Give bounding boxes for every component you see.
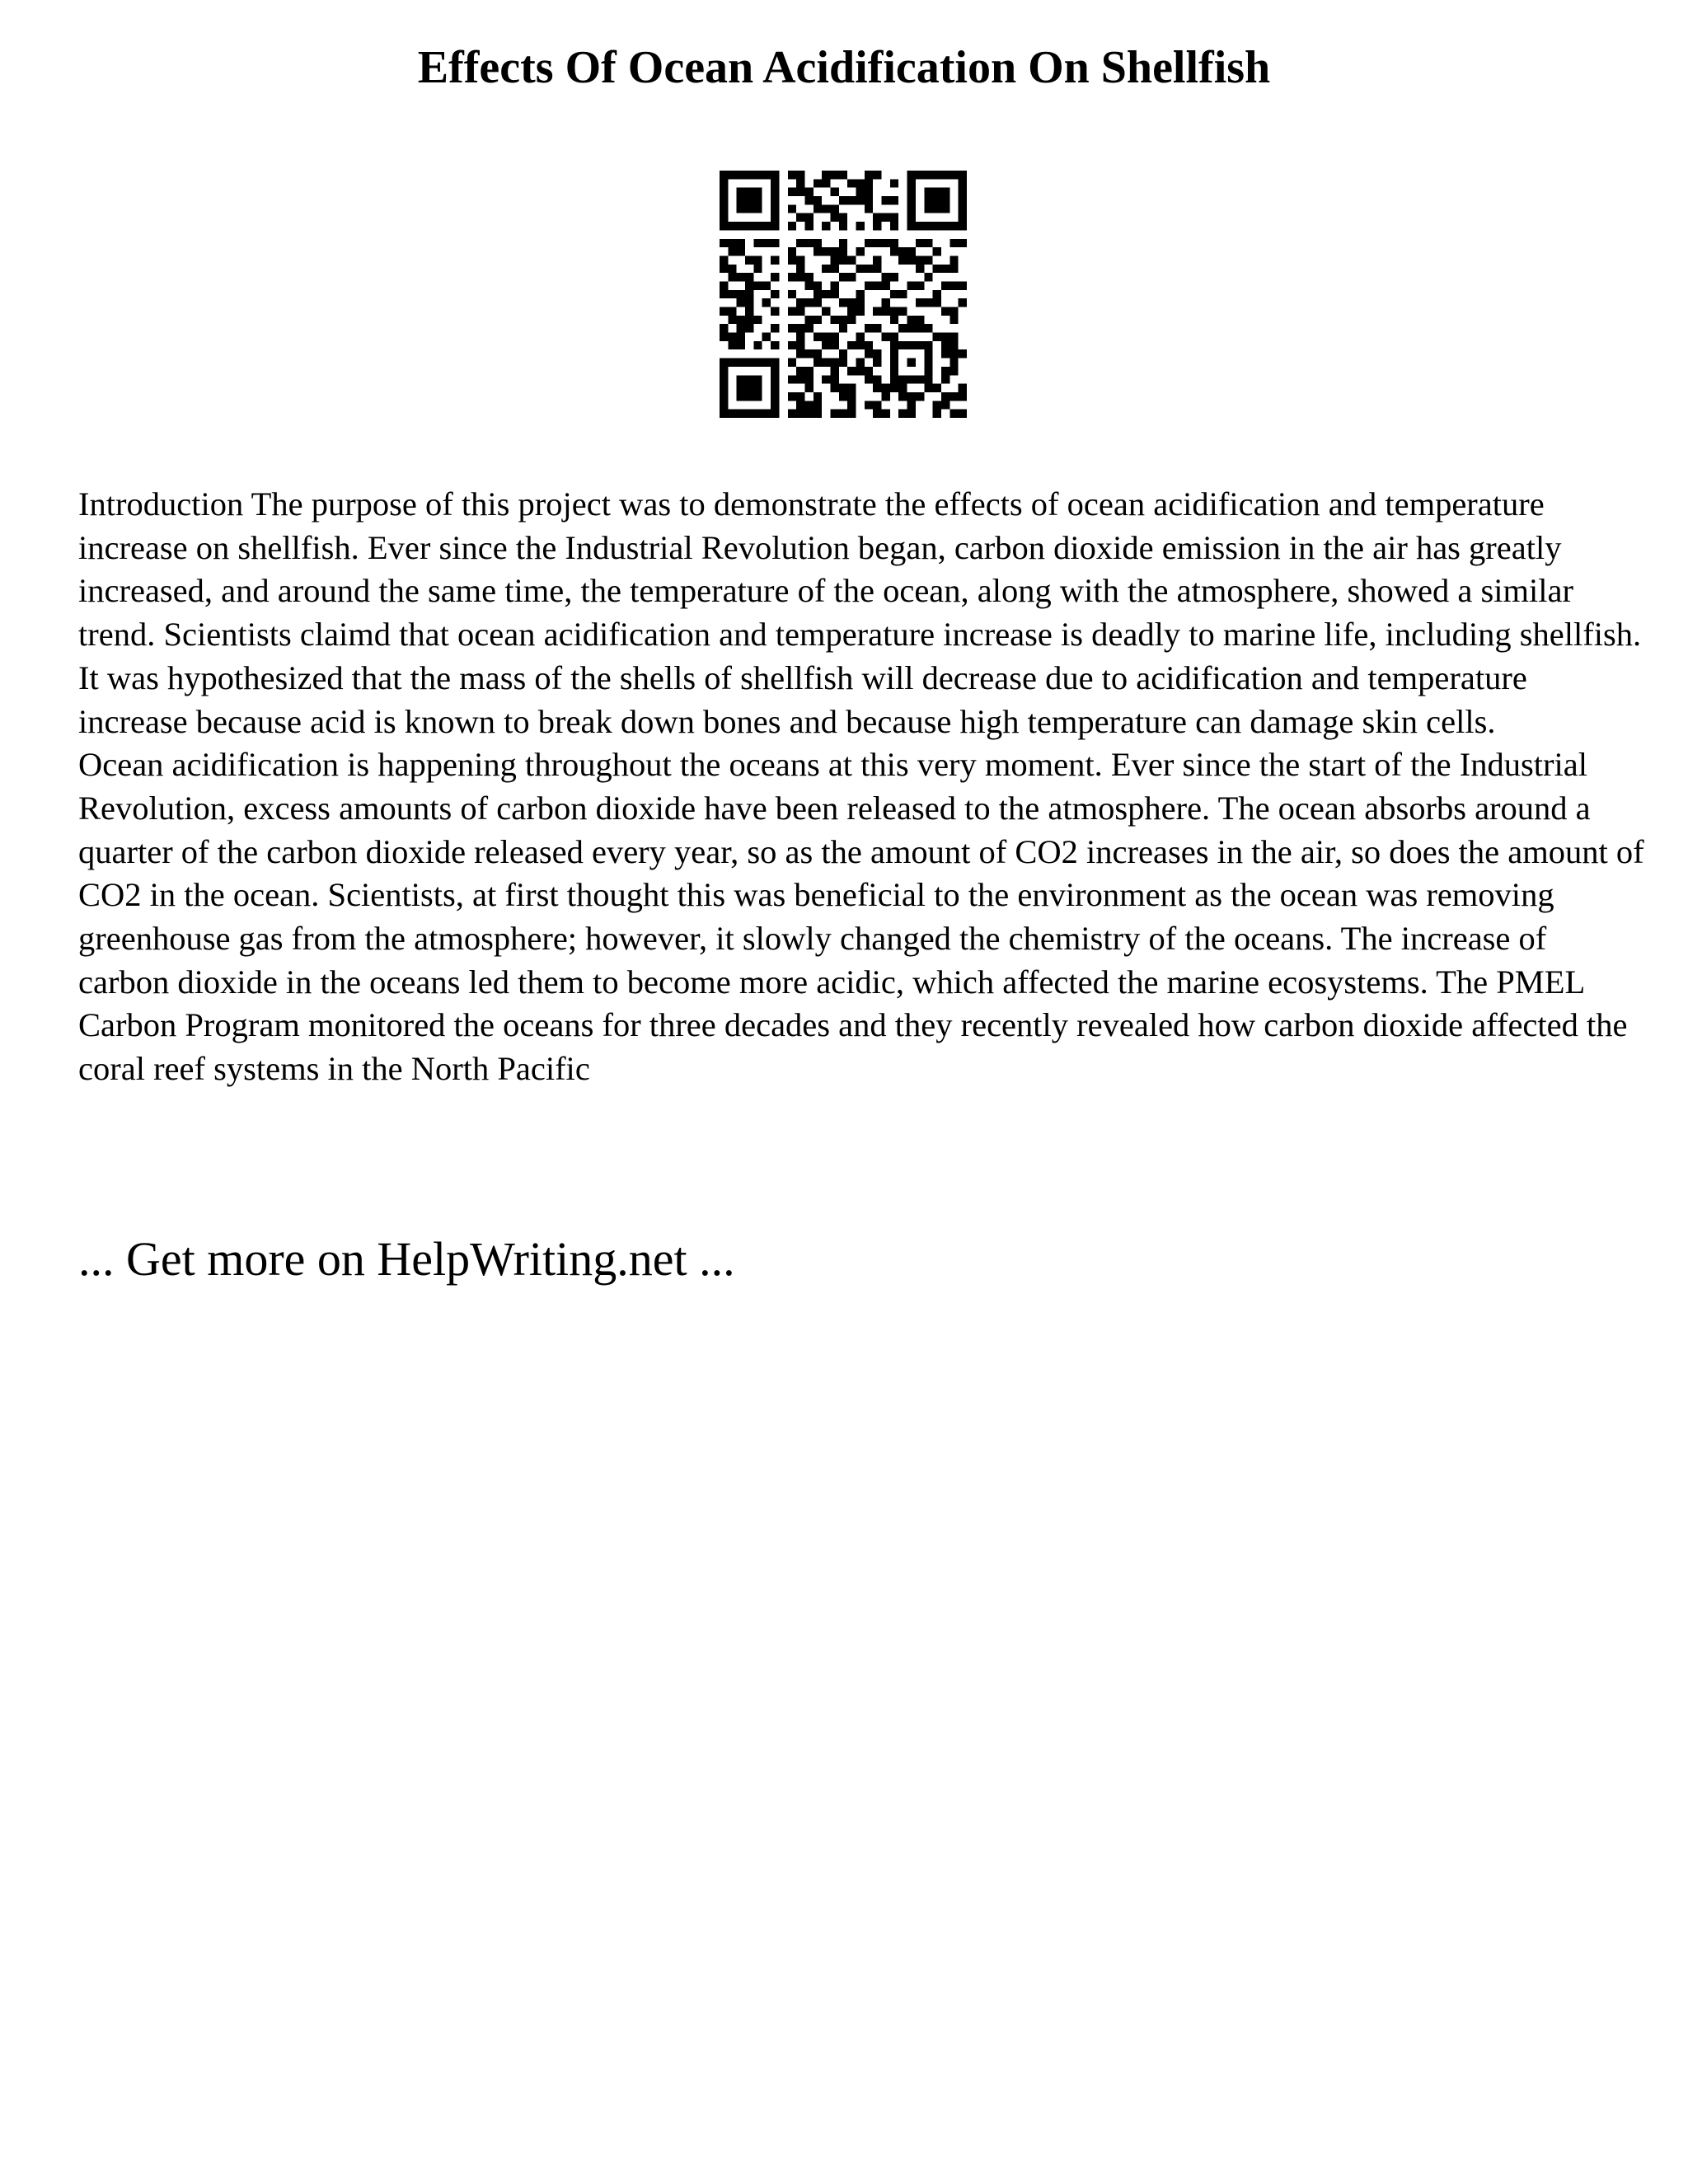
document-body [78, 483, 1644, 1091]
document-title: Effects Of Ocean Acidification On Shellfish [417, 42, 1271, 93]
get-more-link[interactable]: ... Get more on HelpWriting.net ... [78, 1232, 735, 1286]
qr-code-icon [720, 171, 967, 418]
paragraph-introduction: Introduction The purpose of this project was to demonstrate the effects of ocean acidification and temperature increase on shellfish. Ever since the Industrial Revolution began, carbon dioxide emission in the air has greatly increased, and around the same time, the temperature of the ocean, along with the atmosphere, showed a similar trend. Scientists claimd that ocean acidification and temperature increase is deadly to marine life, including shellfish. It was hypothesized that the mass of the shells of shellfish will decrease due to acidification and temperature increase because acid is known to break down bones and because high temperature can damage skin cells. [78, 485, 1642, 740]
paragraph-ocean-acidification: Ocean acidification is happening throughout the oceans at this very moment. Ever since the start of the Industrial Revolution, excess amounts of carbon dioxide have been released to the atmosphere. The ocean absorbs around a quarter of the carbon dioxide released every year, so as the amount of CO2 increases in the air, so does the amount of CO2 in the ocean. Scientists, at first thought this was beneficial to the environment as the ocean was removing greenhouse gas from the atmosphere; however, it slowly changed the chemistry of the oceans. The increase of carbon dioxide in the oceans led them to become more acidic, which affected the marine ecosystems. The PMEL Carbon Program monitored the oceans for three decades and they recently revealed how carbon dioxide affected the coral reef systems in the North Pacific [78, 746, 1644, 1088]
